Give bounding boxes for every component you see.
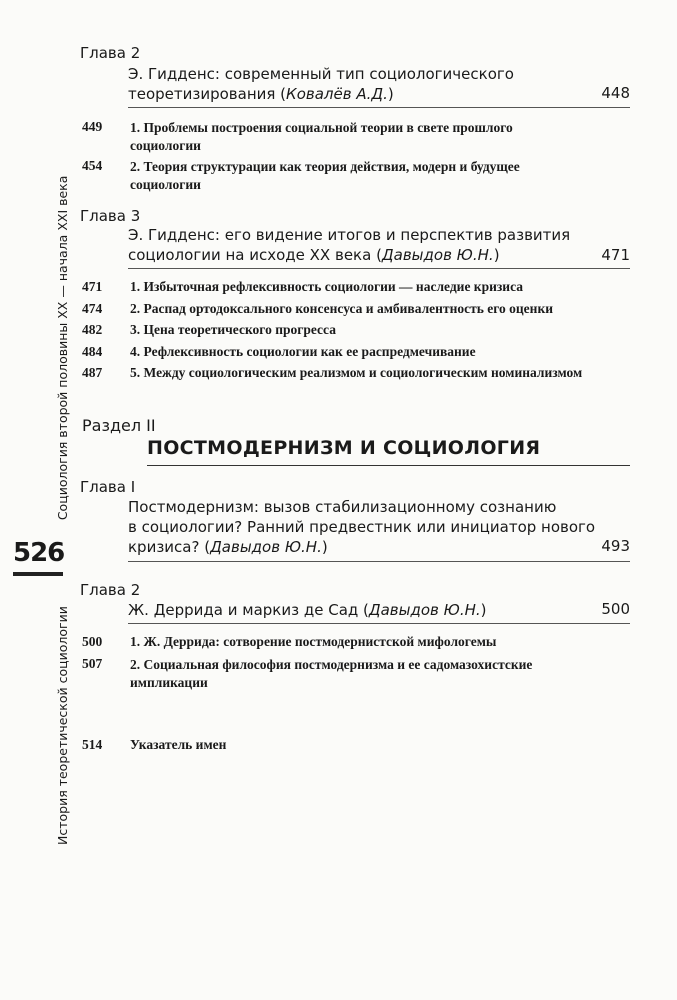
chapter-title: Э. Гидденс: современный тип социологического теоретизирования (Ковалёв А.Д.): [128, 65, 514, 103]
page-number: 526: [13, 538, 65, 568]
chapter-title: Э. Гидденс: его видение итогов и перспектив развития социологии на исходе XX века (Давыдов Ю.Н.): [128, 226, 571, 264]
chapter-author: Давыдов Ю.Н.: [368, 601, 481, 619]
chapter-label: Глава 2: [80, 44, 141, 62]
chapter-label: Глава 3: [80, 207, 141, 225]
chapter-rule: [128, 268, 630, 269]
chapter-label: Глава I: [80, 478, 136, 496]
toc-item: 2. Теория структурации как теория действия, модерн и будущее социологии: [130, 159, 520, 192]
section-label: Раздел II: [82, 416, 156, 435]
chapter-rule: [128, 107, 630, 108]
toc-item: 3. Цена теоретического прогресса: [130, 322, 336, 337]
chapter-page: 471: [601, 246, 630, 264]
toc-item-page: 454: [82, 158, 103, 173]
running-head-vertical: [55, 176, 70, 845]
toc-item-page: 500: [82, 634, 103, 649]
toc-item-page: 487: [82, 365, 103, 380]
toc-item-page: 507: [82, 656, 103, 671]
toc-item: 1. Избыточная рефлексивность социологии — наследие кризиса: [130, 279, 523, 294]
chapter-author: Давыдов Ю.Н.: [381, 246, 494, 264]
section-rule: [147, 465, 630, 466]
chapter-page: 448: [601, 84, 630, 102]
chapter-title: Ж. Деррида и маркиз де Сад (Давыдов Ю.Н.): [128, 601, 487, 619]
toc-item: 5. Между социологическим реализмом и социологическим номинализмом: [130, 365, 583, 380]
chapter-author: Ковалёв А.Д.: [286, 85, 388, 103]
chapter-label: Глава 2: [80, 581, 141, 599]
toc-item-page: 471: [82, 279, 103, 294]
toc-item-page: 449: [82, 119, 103, 134]
toc-item: 2. Социальная философия постмодернизма и ее садомазохистские импликации: [130, 657, 533, 690]
book-title: История теоретической социологии: [55, 606, 70, 845]
chapter-page: 493: [601, 537, 630, 555]
chapter-rule: [128, 561, 630, 562]
toc-item: 2. Распад ортодоксального консенсуса и амбивалентность его оценки: [130, 301, 554, 316]
toc-item: 4. Рефлексивность социологии как ее распредмечивание: [130, 344, 476, 359]
chapter-page: 500: [601, 600, 630, 618]
toc-item: 1. Проблемы построения социальной теории в свете прошлого социологии: [130, 120, 513, 153]
section-title: ПОСТМОДЕРНИЗМ И СОЦИОЛОГИЯ: [147, 437, 541, 459]
toc-item-page: 482: [82, 322, 103, 337]
chapter-rule: [128, 623, 630, 624]
toc-item-page: 484: [82, 344, 103, 359]
chapter-title: Постмодернизм: вызов стабилизационному сознанию в социологии? Ранний предвестник или инициатор нового кризиса? (Давыдов Ю.Н.): [128, 498, 596, 556]
toc-item-page: 474: [82, 301, 103, 316]
toc-item: 1. Ж. Деррида: сотворение постмодернистской мифологемы: [130, 634, 497, 649]
chapter-author: Давыдов Ю.Н.: [210, 538, 322, 556]
volume-subtitle: Социология второй половины XX — начала XXI века: [55, 175, 70, 521]
index-entry: Указатель имен: [130, 737, 227, 752]
page-number-underline: [13, 572, 63, 576]
toc-item-page: 514: [82, 737, 103, 752]
